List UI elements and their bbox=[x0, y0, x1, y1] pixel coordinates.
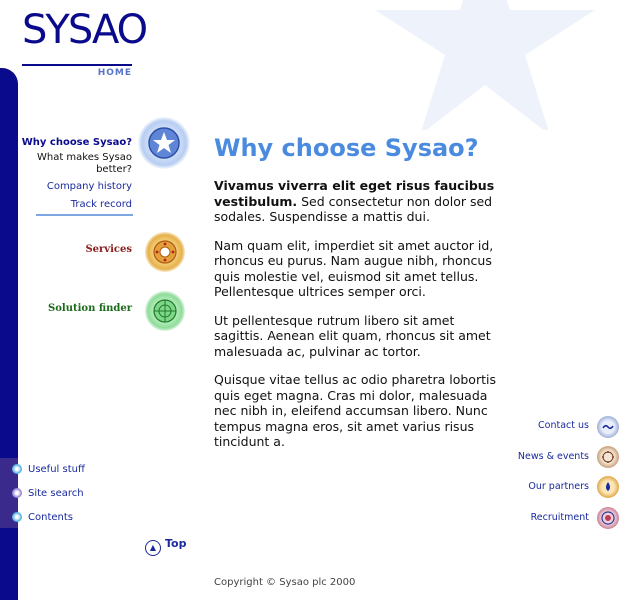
contact-us-link[interactable]: Contact us bbox=[538, 420, 589, 431]
why-choose-orb bbox=[138, 117, 190, 169]
main-body bbox=[214, 178, 496, 463]
recruitment-link[interactable]: Recruitment bbox=[530, 512, 589, 523]
news-events-link[interactable]: News & events bbox=[517, 451, 589, 462]
bullet-icon bbox=[12, 464, 22, 474]
star-icon bbox=[138, 117, 190, 169]
bullet-icon bbox=[12, 512, 22, 522]
wave-icon[interactable] bbox=[597, 416, 619, 438]
copyright-text: Copyright © Sysao plc 2000 bbox=[214, 577, 356, 588]
bullet-icon bbox=[12, 488, 22, 498]
nav-track-record[interactable]: Track record bbox=[70, 199, 132, 210]
nav-why-choose-sysao[interactable]: Why choose Sysao? bbox=[21, 137, 132, 148]
contents-label: Contents bbox=[28, 512, 73, 523]
solution-finder-orb[interactable] bbox=[145, 291, 185, 331]
body-paragraph: Ut pellentesque rutrum libero sit amet sagittis. Aenean elit quam, rhoncus sit amet malesuada ac, pulvinar ac tortor. bbox=[214, 312, 491, 359]
up-arrow-icon: ▲ bbox=[145, 540, 161, 556]
useful-stuff-link[interactable] bbox=[12, 464, 85, 478]
lead-paragraph bbox=[214, 178, 496, 225]
dots-icon[interactable] bbox=[597, 446, 619, 468]
top-label: Top bbox=[165, 537, 187, 550]
nav-what-makes-sysao-better[interactable]: What makes Sysao better? bbox=[36, 152, 132, 175]
nav-divider bbox=[36, 214, 133, 216]
home-link[interactable]: HOME bbox=[97, 68, 132, 78]
logo-wordmark: SYSAO bbox=[22, 7, 147, 53]
useful-stuff-label: Useful stuff bbox=[28, 464, 85, 475]
services-orb[interactable] bbox=[145, 232, 185, 272]
site-search-label: Site search bbox=[28, 488, 84, 499]
nav-company-history[interactable]: Company history bbox=[46, 181, 132, 192]
target-icon[interactable] bbox=[597, 507, 619, 529]
crosshair-icon bbox=[145, 291, 185, 331]
back-to-top-link[interactable] bbox=[145, 537, 186, 556]
site-search-link[interactable] bbox=[12, 488, 84, 502]
lead-bold-text: Vivamus viverra elit eget risus faucibus vestibulum. bbox=[214, 178, 495, 209]
page-title: Why choose Sysao? bbox=[214, 134, 479, 162]
background-star-graphic bbox=[370, 0, 600, 130]
body-paragraph: Nam quam elit, imperdiet sit amet auctor id, rhoncus eu purus. Nam augue nibh, rhoncus quis molestie vel, euismod sit amet tellus. Pellentesque ultrices semper orci. bbox=[214, 237, 494, 299]
logo-underline bbox=[22, 64, 132, 66]
services-gear-icon bbox=[145, 232, 185, 272]
our-partners-link[interactable]: Our partners bbox=[528, 481, 589, 492]
drop-icon[interactable] bbox=[597, 476, 619, 498]
services-link[interactable]: Services bbox=[85, 244, 132, 255]
lead-text: Sed consectetur non dolor sed sodales. Suspendisse a mattis dui. bbox=[214, 193, 493, 224]
sysao-logo[interactable] bbox=[22, 7, 147, 82]
solution-finder-link[interactable]: Solution finder bbox=[48, 303, 132, 314]
contents-link[interactable] bbox=[12, 512, 73, 526]
body-paragraph: Quisque vitae tellus ac odio pharetra lobortis quis eget magna. Cras mi dolor, malesuada nec nibh in, eleifend accumsan libero. Nunc tempus magna eros, sit amet varius risus tincidunt a. bbox=[214, 372, 496, 449]
